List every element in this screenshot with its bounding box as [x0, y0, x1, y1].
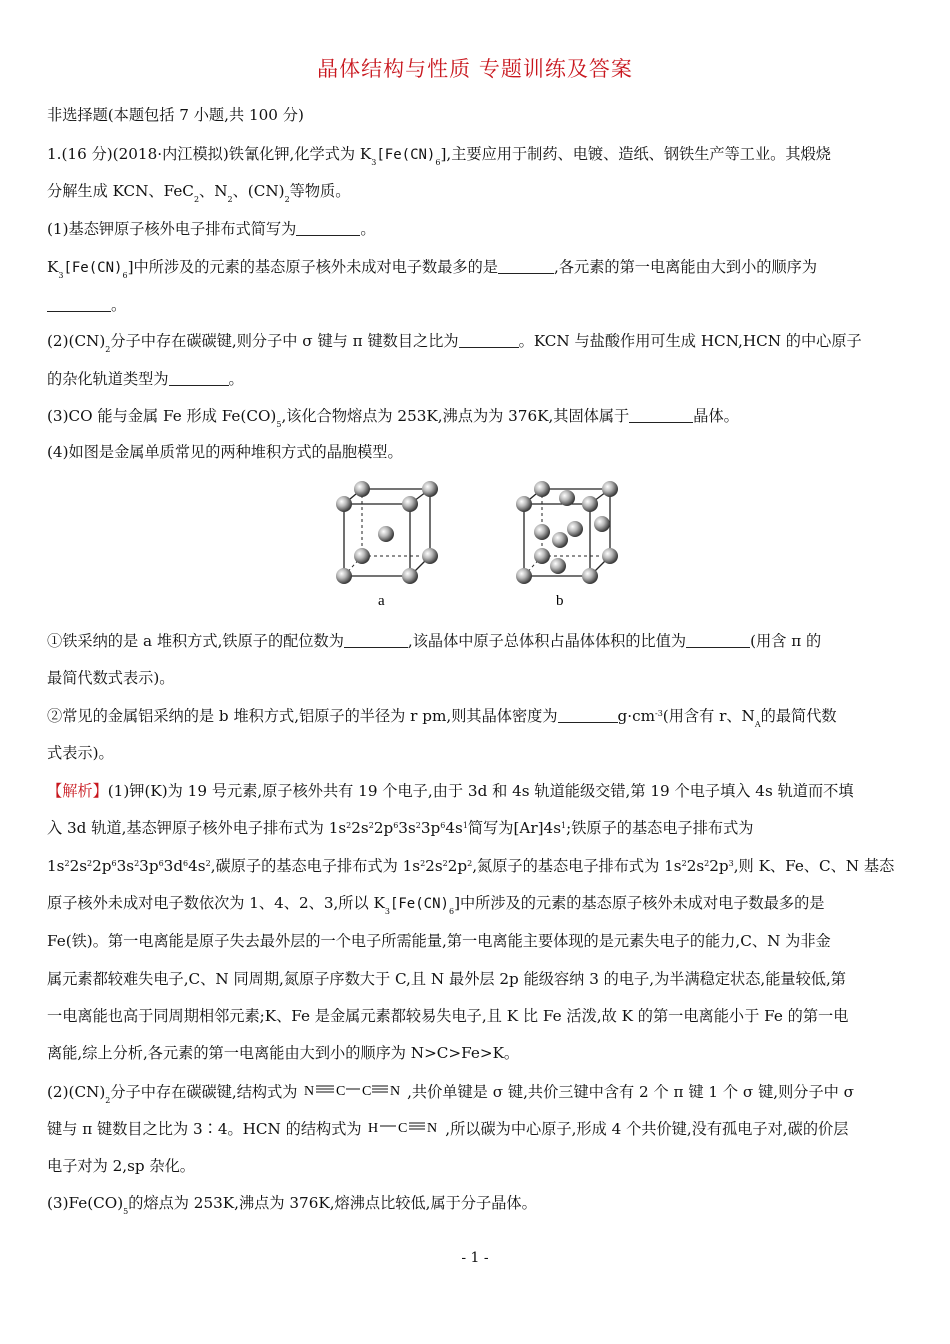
answer-blank: [296, 221, 360, 236]
svg-text:C: C: [362, 1084, 372, 1099]
answer-line1: 【解析】(1)钾(K)为 19 号元素,原子核外共有 19 个电子,由于 3d 和 4s 轨道能级交错,第 19 个电子填入 4s 轨道而不填: [47, 782, 854, 800]
figure-label-a: a: [378, 593, 385, 609]
svg-text:N: N: [304, 1084, 315, 1099]
answer-blank: [686, 633, 750, 648]
q1-part4-item2: ②常见的金属铝采纳的是 b 堆积方式,铝原子的半径为 r pm,则其晶体密度为 $g\cdot cm^{-3}$(用含有 r、$N_A$的最简代数: [47, 707, 837, 729]
q1-part4-item1-line2: 最简代数式表示)。: [47, 669, 175, 687]
answer-blank: [47, 297, 111, 312]
analysis-tag: 【解析】: [47, 782, 108, 800]
svg-text:C: C: [398, 1121, 408, 1136]
q1-line1: 1.(16 分)(2018·内江模拟)铁氰化钾,化学式为 $K_3[Fe(CN)_6]$,主要应用于制药、电镀、造纸、钢铁生产等工业。其煅烧: [47, 145, 831, 167]
q1-part1-line2: $K_3[Fe(CN)_6]$中所涉及的元素的基态原子核外未成对电子数最多的是 ,各元素的第一电离能由大到小的顺序为: [47, 258, 818, 280]
svg-text:H: H: [368, 1121, 379, 1136]
answer-line9: $(2)(CN)_2$分子中存在碳碳键,结构式为 N C C N ,共价单键是 σ 键,共价三键中含有 2 个 π 键 1 个 σ 键,则分子中 σ: [47, 1080, 907, 1102]
q1-part4: (4)如图是金属单质常见的两种堆积方式的晶胞模型。: [47, 443, 403, 461]
q1-part4-item1: ①铁采纳的是 a 堆积方式,铁原子的配位数为 ,该晶体中原子总体积占晶体体积的比值为 (用含 π 的: [47, 632, 822, 650]
answer-blank: [629, 408, 693, 423]
answer-line7: 一电离能也高于同周期相邻元素;K、Fe 是金属元素都较易失电子,且 K 比 Fe 活泼,故 K 的第一电离能小于 Fe 的第一电: [47, 1007, 849, 1025]
answer-blank: [169, 371, 229, 386]
svg-text:N: N: [390, 1084, 401, 1099]
unit-cell-b: [516, 481, 618, 584]
answer-line5: Fe(铁)。第一电离能是原子失去最外层的一个电子所需能量,第一电离能主要体现的是元素失电子的能力,C、N 为非金: [47, 932, 831, 950]
hcn-structural-formula: [366, 1117, 440, 1137]
answer-line4: 原子核外未成对电子数依次为 1、4、2、3,所以 $K_3[Fe(CN)_6]$中所涉及的元素的基态原子核外未成对电子数最多的是: [47, 894, 825, 916]
answer-line12: $(3)Fe(CO)_5$的熔点为 253K,沸点为 376K,熔沸点比较低,属于分子晶体。: [47, 1194, 537, 1216]
cyanogen-structural-formula: [302, 1080, 402, 1100]
figure-label-b: b: [556, 593, 564, 609]
page-number: - 1 -: [461, 1250, 489, 1266]
answer-line10: 键与 π 键数目之比为 3∶4。HCN 的结构式为 H C N ,所以碳为中心原子,形成 4 个共价键,没有孤电子对,碳的价层: [47, 1117, 907, 1139]
q1-part2: $(2)(CN)_2$分子中存在碳碳键,则分子中 σ 键与 π 键数目之比为 。KCN 与盐酸作用可生成 HCN,HCN 的中心原子: [47, 332, 862, 354]
answer-blank: [459, 333, 519, 348]
q1-part2-line2: 的杂化轨道类型为 。: [47, 370, 244, 388]
unit-cell-a: [336, 481, 438, 584]
q1-part1-line3: 。: [47, 294, 907, 315]
document-title: 晶体结构与性质 专题训练及答案: [317, 57, 633, 81]
answer-line11: 电子对为 2,sp 杂化。: [47, 1157, 195, 1175]
answer-blank: [498, 259, 554, 274]
svg-text:N: N: [427, 1121, 438, 1136]
q1-part3: (3)CO 能与金属 Fe 形成 $Fe(CO)_5$,该化合物熔点为 253K,沸点为为 376K,其固体属于 晶体。: [47, 407, 739, 429]
svg-text:C: C: [336, 1084, 346, 1099]
q1-part1: (1)基态钾原子核外电子排布式简写为 。: [47, 220, 376, 238]
q1-line2: 分解生成 KCN、FeC$_2$、$N_2$、$(CN)_2$等物质。: [47, 182, 351, 204]
answer-line6: 属元素都较难失电子,C、N 同周期,氮原子序数大于 C,且 N 最外层 2p 能级容纳 3 的电子,为半满稳定状态,能量较低,第: [47, 970, 846, 988]
answer-blank: [558, 708, 618, 723]
q1-part4-item2-line2: 式表示)。: [47, 744, 114, 762]
answer-line2: 入 3d 轨道,基态钾原子核外电子排布式为 $1s^22s^22p^63s^23p^64s^1$简写为$[Ar]4s^1$;铁原子的基态电子排布式为: [47, 819, 754, 837]
section-intro: 非选择题(本题包括 7 小题,共 100 分): [47, 106, 304, 124]
answer-line8: 离能,综上分析,各元素的第一电离能由大到小的顺序为 N>C>Fe>K。: [47, 1044, 520, 1062]
answer-blank: [344, 633, 408, 648]
answer-line3: $1s^22s^22p^63s^23p^63d^64s^2$,碳原子的基态电子排布式为 $1s^22s^22p^2$,氮原子的基态电子排布式为 $1s^22s^22p^3$,则 K、Fe、C、N 基态: [47, 857, 895, 875]
unit-cell-figure: [322, 474, 642, 614]
